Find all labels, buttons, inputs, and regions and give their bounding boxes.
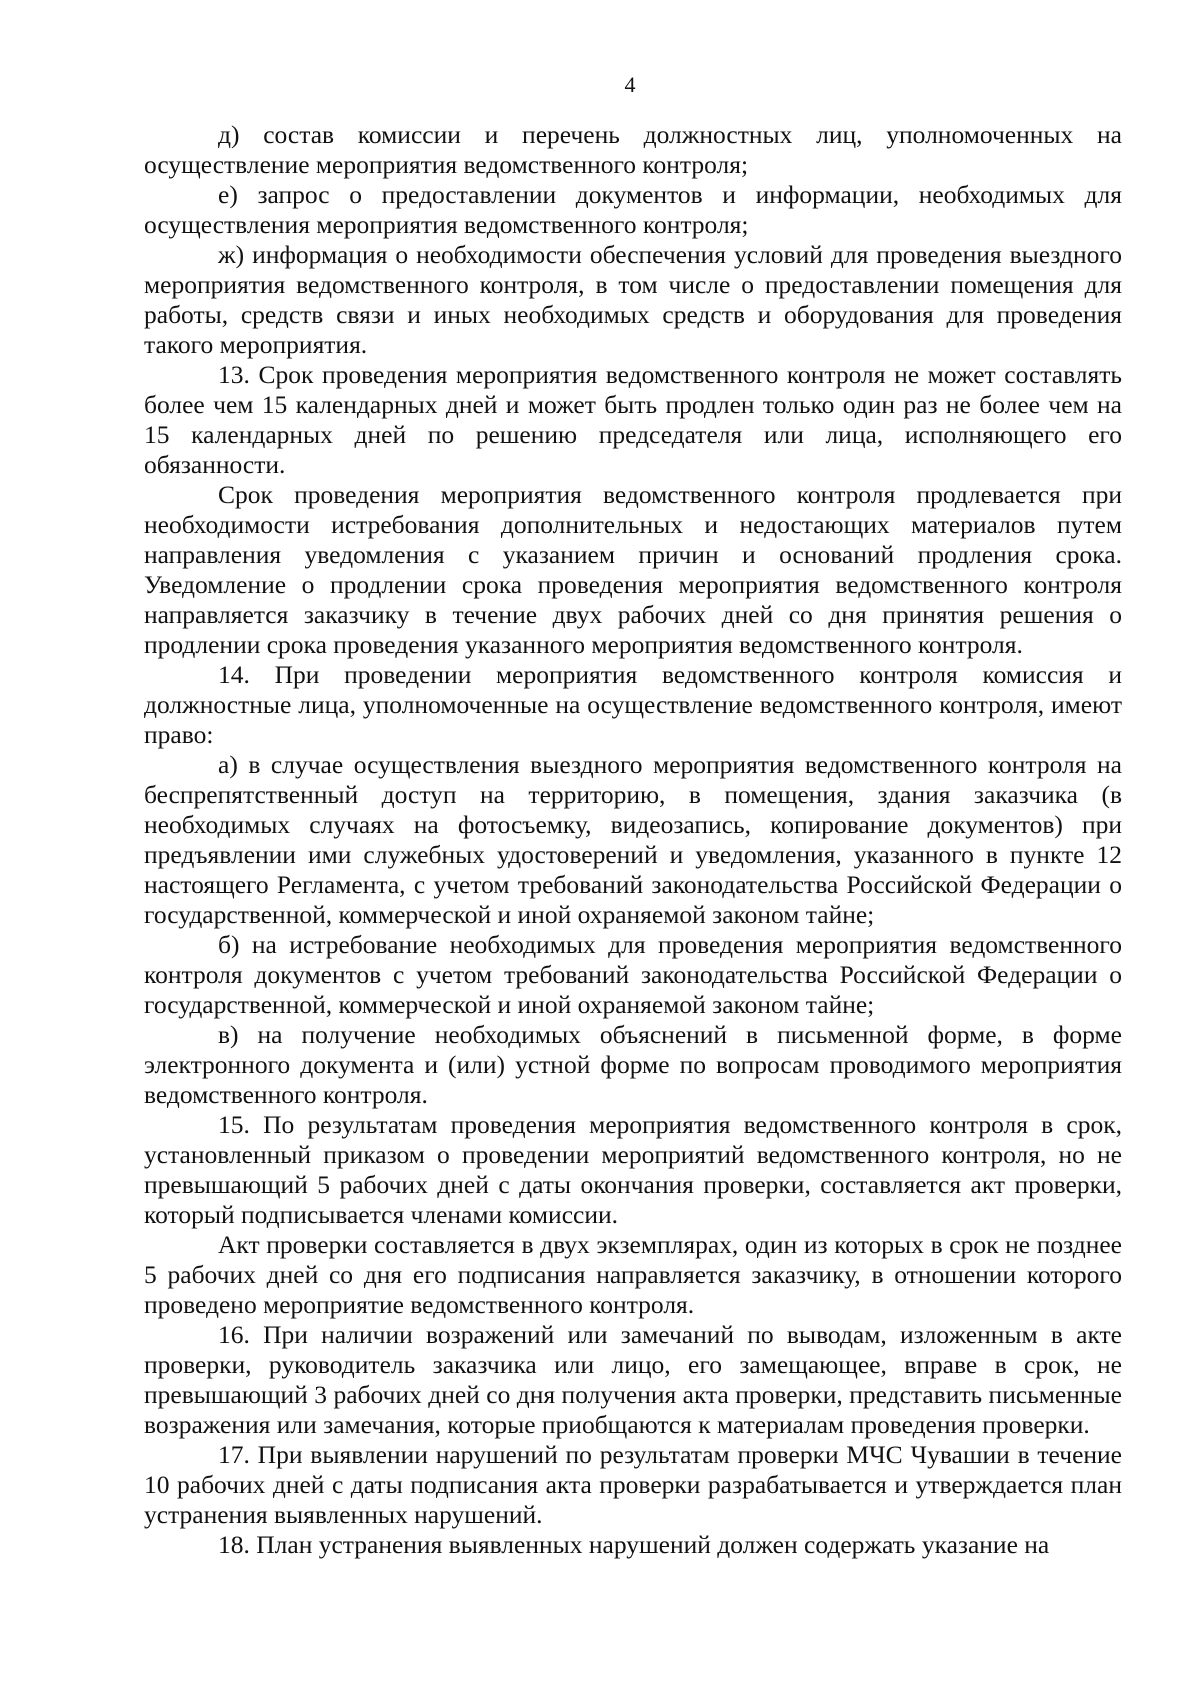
- paragraph-zh-conditions: ж) информация о необходимости обеспечения условий для проведения выездного мероприятия ведомственного контроля, в том числе о предоставлении помещения для работы, средств связи и иных необходимых средств и оборудования для проведения такого мероприятия.: [144, 240, 1122, 359]
- paragraph-d-commission: д) состав комиссии и перечень должностных лиц, уполномоченных на осуществление мероприятия ведомственного контроля;: [144, 120, 1122, 179]
- paragraph-14-rights: 14. При проведении мероприятия ведомственного контроля комиссия и должностные лица, уполномоченные на осуществление ведомственного контроля, имеют право:: [144, 660, 1122, 749]
- paragraph-14b-documents: б) на истребование необходимых для проведения мероприятия ведомственного контроля документов с учетом требований законодательства Российской Федерации о государственной, коммерческой и иной охраняемой законом тайне;: [144, 930, 1122, 1019]
- paragraph-15-act: 15. По результатам проведения мероприятия ведомственного контроля в срок, установленный приказом о проведении мероприятий ведомственного контроля, но не превышающий 5 рабочих дней с даты окончания проверки, составляется акт проверки, который подписывается членами комиссии.: [144, 1110, 1122, 1229]
- paragraph-14a-access: а) в случае осуществления выездного мероприятия ведомственного контроля на беспрепятственный доступ на территорию, в помещения, здания заказчика (в необходимых случаях на фотосъемку, видеозапись, копирование документов) при предъявлении ими служебных удостоверений и уведомления, указанного в пункте 12 настоящего Регламента, с учетом требований законодательства Российской Федерации о государственной, коммерческой и иной охраняемой законом тайне;: [144, 750, 1122, 929]
- page-number: 4: [624, 72, 636, 97]
- paragraph-13-term: 13. Срок проведения мероприятия ведомственного контроля не может составлять более чем 15 календарных дней и может быть продлен только один раз не более чем на 15 календарных дней по решению председателя или лица, исполняющего его обязанности.: [144, 360, 1122, 479]
- paragraph-e-request: е) запрос о предоставлении документов и информации, необходимых для осуществления мероприятия ведомственного контроля;: [144, 180, 1122, 239]
- paragraph-18-plan: 18. План устранения выявленных нарушений должен содержать указание на: [218, 1530, 1050, 1559]
- paragraph-15-copies: Акт проверки составляется в двух экземплярах, один из которых в срок не позднее 5 рабочих дней со дня его подписания направляется заказчику, в отношении которого проведено мероприятие ведомственного контроля.: [144, 1230, 1122, 1319]
- paragraph-14v-explanations: в) на получение необходимых объяснений в письменной форме, в форме электронного документа и (или) устной форме по вопросам проводимого мероприятия ведомственного контроля.: [144, 1020, 1122, 1109]
- paragraph-17-violations: 17. При выявлении нарушений по результатам проверки МЧС Чувашии в течение 10 рабочих дней с даты подписания акта проверки разрабатывается и утверждается план устранения выявленных нарушений.: [144, 1440, 1122, 1529]
- paragraph-13-extension: Срок проведения мероприятия ведомственного контроля продлевается при необходимости истребования дополнительных и недостающих материалов путем направления уведомления с указанием причин и оснований продления срока. Уведомление о продлении срока проведения мероприятия ведомственного контроля направляется заказчику в течение двух рабочих дней со дня принятия решения о продлении срока проведения указанного мероприятия ведомственного контроля.: [144, 480, 1122, 659]
- document-body: [144, 120, 1122, 1560]
- paragraph-16-objections: 16. При наличии возражений или замечаний по выводам, изложенным в акте проверки, руководитель заказчика или лицо, его замещающее, вправе в срок, не превышающий 3 рабочих дней со дня получения акта проверки, представить письменные возражения или замечания, которые приобщаются к материалам проведения проверки.: [144, 1320, 1122, 1439]
